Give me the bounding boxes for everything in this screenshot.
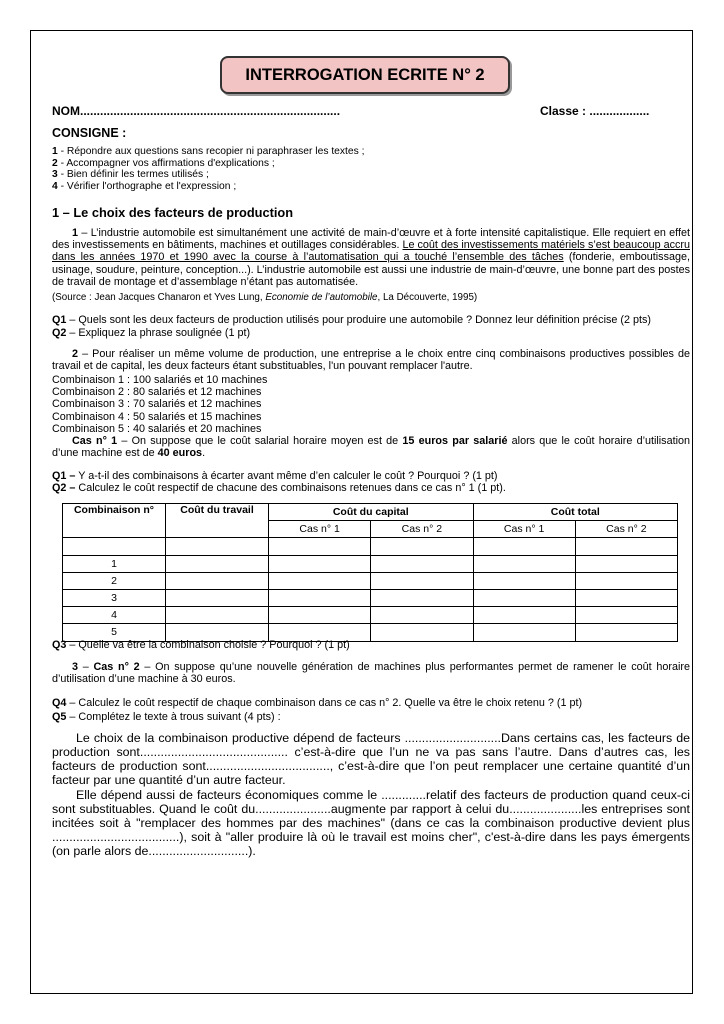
empty-cell: [269, 589, 371, 606]
subheader-cell: Cas n° 1: [473, 521, 575, 538]
exam-title: INTERROGATION ECRITE N° 2: [220, 56, 510, 94]
empty-cell: [269, 555, 371, 572]
table-row: [63, 589, 678, 606]
text-paragraph-2: 2 – Pour réaliser un même volume de production, une entreprise a le choix entre cinq combinaisons productives possibles de travail et de capital, les deux facteurs étant substituables, l'un pouvant remplacer l'autre.: [52, 348, 690, 373]
table-row: [63, 538, 678, 555]
row-number: 3: [63, 589, 166, 606]
row-number: 5: [63, 624, 166, 641]
nom-field: NOM..............................................................................: [52, 104, 341, 118]
empty-cell: [166, 572, 269, 589]
empty-cell: [575, 572, 677, 589]
consigne-item: 3 - Bien définir les termes utilisés ;: [52, 169, 209, 181]
cas1-paragraph: Cas n° 1 – On suppose que le coût salarial horaire moyen est de 15 euros par salarié alors que le coût horaire d’utilisation d’une machine est de 40 euros.: [52, 435, 690, 460]
empty-cell: [575, 589, 677, 606]
cloze-paragraph-2: Elle dépend aussi de facteurs économiques comme le .............relatif des facteurs de production quand ceux-ci sont substituables. Quand le coût du......................augmente par rapport à celui du.....................les entreprises sont incitées soit à "remplacer des hommes par des machines" (dans ce cas la combinaison productive devient plus .....................................), soit à "aller produire là où le travail est moins cher", c'est-à-dire dans les pays émergents (on parle alors de.............................).: [52, 788, 690, 858]
question-q3: Q3 – Quelle va être la combinaison choisie ? Pourquoi ? (1 pt): [52, 639, 350, 651]
empty-cell: [166, 589, 269, 606]
question-q4: Q4 – Calculez le coût respectif de chaque combinaison dans ce cas n° 2. Quelle va être le choix retenu ? (1 pt): [52, 697, 583, 709]
cloze-paragraph-1: Le choix de la combinaison productive dépend de facteurs ............................Dans certains cas, les facteurs de production sont........................................... c’est-à-dire que l’un ne va pas sans l’autre. Dans d’autres cas, les facteurs de production sont...................................., c’est-à-dire que l’on peut remplacer une certaine quantité d’un facteur par une quantité d’un autre facteur.: [52, 731, 690, 787]
list-item: Combinaison 2 : 80 salariés et 12 machines: [52, 386, 262, 399]
table-row: [63, 555, 678, 572]
header-cout-total: Coût total: [473, 504, 678, 521]
empty-cell: [371, 589, 473, 606]
row-number: 4: [63, 607, 166, 624]
classe-field: Classe : ..................: [540, 104, 650, 118]
question-q1-cas1: Q1 – Y a-t-il des combinaisons à écarter avant même d’en calculer le coût ? Pourquoi ? (1 pt): [52, 470, 498, 482]
consigne-item: 1 - Répondre aux questions sans recopier ni paraphraser les textes ;: [52, 146, 365, 157]
source-citation: (Source : Jean Jacques Chanaron et Yves Lung, Economie de l’automobile, La Découverte, 1995): [52, 292, 478, 303]
empty-cell: [166, 538, 269, 555]
empty-cell: [269, 572, 371, 589]
empty-cell: [371, 572, 473, 589]
underlined-sentence: Le coût des investissements matériels s’est beaucoup accru dans les années 1970 et 1990 avec la course à l’automatisation qui a touché l’ensemble des tâches: [52, 239, 690, 264]
header-cout-travail: Coût du travail: [166, 504, 269, 538]
empty-cell: [473, 607, 575, 624]
consigne-item: 4 - Vérifier l'orthographe et l'expression ;: [52, 180, 237, 192]
empty-cell: [63, 538, 166, 555]
consigne-heading: CONSIGNE :: [52, 126, 127, 140]
list-item: Combinaison 1 : 100 salariés et 10 machines: [52, 374, 268, 386]
empty-cell: [371, 607, 473, 624]
empty-cell: [473, 538, 575, 555]
combinaisons-list: [52, 374, 452, 435]
empty-cell: [473, 572, 575, 589]
table-header-row: [63, 504, 678, 521]
empty-cell: [575, 607, 677, 624]
question-q2: Q2 – Expliquez la phrase soulignée (1 pt): [52, 327, 251, 339]
consigne-item: 2 - Accompagner vos affirmations d'explications ;: [52, 157, 275, 169]
header-combinaison: Combinaison n°: [63, 504, 166, 538]
empty-cell: [269, 538, 371, 555]
question-q1: Q1 – Quels sont les deux facteurs de production utilisés pour produire une automobile ? Donnez leur définition précise (2 pts): [52, 314, 651, 326]
subheader-cell: Cas n° 2: [575, 521, 677, 538]
question-q5: Q5 – Complétez le texte à trous suivant (4 pts) :: [52, 711, 281, 723]
question-q2-cas1: Q2 – Calculez le coût respectif de chacune des combinaisons retenues dans ce cas n° 1 (1 pt).: [52, 482, 506, 494]
empty-cell: [575, 538, 677, 555]
empty-cell: [575, 555, 677, 572]
empty-cell: [371, 555, 473, 572]
consigne-list: [52, 146, 672, 192]
empty-cell: [166, 607, 269, 624]
row-number: 1: [63, 555, 166, 572]
empty-cell: [473, 555, 575, 572]
empty-cell: [371, 538, 473, 555]
list-item: Combinaison 4 : 50 salariés et 15 machines: [52, 410, 262, 423]
subheader-cell: Cas n° 2: [371, 521, 473, 538]
row-number: 2: [63, 572, 166, 589]
text-paragraph-1: 1 – L’industrie automobile est simultanément une activité de main-d’œuvre et à forte intensité capitalistique. Elle requiert en effet des investissements en bâtiments, machines et outillages considérables. Le coût des investissements matériels s’est beaucoup accru dans les années 1970 et 1990 avec la course à l’automatisation qui a touché l’ensemble des tâches (fonderie, emboutissage, usinage, soudure, peinture, conception...). L’industrie automobile est aussi une industrie de main-d’œuvre, une bonne part des postes de travail de montage et d’assemblage n’étant pas automatisée.: [52, 227, 691, 288]
text-paragraph-3: 3 – Cas n° 2 – On suppose qu’une nouvelle génération de machines plus performantes permet de ramener le coût horaire d’utilisation d’une machine à 30 euros.: [52, 661, 690, 686]
header-cout-capital: Coût du capital: [269, 504, 474, 521]
table-row: [63, 572, 678, 589]
empty-cell: [473, 589, 575, 606]
empty-cell: [269, 607, 371, 624]
section-heading: 1 – Le choix des facteurs de production: [52, 205, 294, 220]
table-row: [63, 607, 678, 624]
list-item: Combinaison 5 : 40 salariés et 20 machines: [52, 422, 262, 435]
cost-table: [62, 503, 678, 642]
list-item: Combinaison 3 : 70 salariés et 12 machines: [52, 398, 262, 411]
empty-cell: [166, 555, 269, 572]
subheader-cell: Cas n° 1: [269, 521, 371, 538]
